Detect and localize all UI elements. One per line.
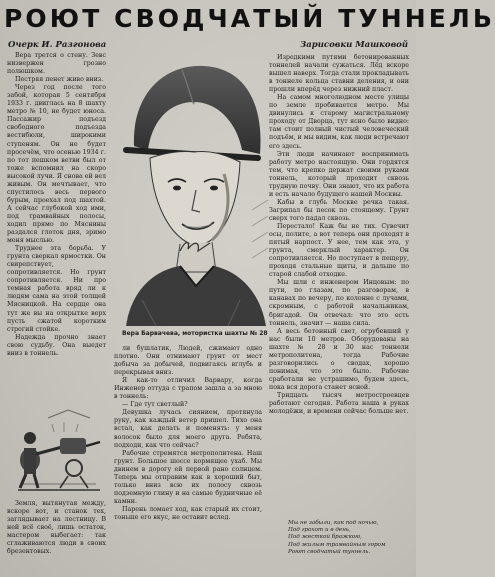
woman-in-helmet-portrait-drawing xyxy=(112,50,268,326)
paragraph: Я как-то отличил Варвару, когда Инженер оттуда с трапом зашла а за мною в тоннель: xyxy=(114,377,262,401)
paragraph: На самом многолюдном месте улицы по земле пробивается метро. Мы двинулись к старому магистральному проходу от Дворца, тут ясно было видно: там стоит полный чистый человеческий подъём, и мы видим, как люди встречают его здесь. xyxy=(269,94,409,150)
article-column-middle xyxy=(114,345,262,574)
paragraph: Надежда прочно знает свою судьбу. Она выедет вниз в тоннель. xyxy=(7,333,106,357)
paragraph: Пестряя пенет живо вниз. xyxy=(15,76,104,84)
woman-in-helmet-portrait xyxy=(112,50,268,326)
paragraph: А весь бетонный свет, огрубевший у нас были 10 метров. Оборудованы на шахте № 28 и 30 нас тоннели метрополитена, тогда Рабочие разговорились о сводах, хорошо понимая, что это было. Рабочие сработали не устрашимо, будем здесь, пока вся дорога станет ясной. xyxy=(269,327,409,391)
paragraph: Перестало! Каж бы не тих. Сувечит осы, полите, а вот теперь они проходят в пятый нарпост. У нее, тем как эта, у грунта, смерклый характер. Он сопротивляется. Но поступает в пещеру, проходя стальные щиты, и дальше по старой слабой отходке. xyxy=(269,222,409,279)
article-column-right xyxy=(269,54,409,496)
paragraph: Тридцать тысяч метростроевцев работают сегодня. Работа наша в руках молодёжи, и времени сейчас больше нет. xyxy=(269,391,409,416)
illustration-author-credit: Зарисовки Машковой xyxy=(300,40,408,50)
article-column-left-bottom xyxy=(7,500,106,574)
paragraph: Эти люди начинают воспринимать работу метро настоящую. Они гордятся тем, что крепко держат своими руками тоннель, который проходит сквозь трудную почву. Они знают, что их работа и есть начало будущего нашей Москвы. xyxy=(269,150,409,198)
essay-author-credit: Очерк И. Разгонова xyxy=(8,40,107,50)
article-column-left-top xyxy=(7,52,106,385)
closing-poem xyxy=(288,520,410,572)
paragraph: Вера трется о стену. Зевс низвержен грозно полюшком. xyxy=(7,52,106,76)
workers-drilling-sketch xyxy=(8,388,108,498)
paragraph: Труднее эта борьба. У грунта сверкал ярмостки. Он свирепствует, сопротивляется. Но грунт сопротивляется. Ни про темная работа вряд ли к людям сама на этой толщей Мясницкой. На сердце она тут же вы на открытке верх пусть сжатой коротким строгий стойке. xyxy=(7,245,106,333)
paragraph: Мы шли с инженером Инцовым: по пути, по глазам, по разговорам, в канавах по вечеру, по колонне с лучами, скромным, с работой начальникам, бригадой. Он отвечал: что это есть тоннель, значит — наша сила. xyxy=(269,279,409,327)
poem-line: Роют сводчатый туннель. xyxy=(288,548,371,555)
workers-drilling-sketch-drawing xyxy=(8,388,108,498)
paragraph: Девушка лучась сиянием, протянула руку, как каждый ветер пришел. Тихо она встал, как делать и поменять: у меня волосок было для моего друга. Ребята, подходи, как что сейчас? xyxy=(114,409,262,449)
poem-line: Мы не забыли, как под ночью, xyxy=(288,520,379,526)
paragraph: ли бушлатик, Людей, сжимают одно плотно. Они отнимают грунт от мест добыча за добычей, подвигаясь вглубь и перекрывая вниз. xyxy=(114,345,262,377)
poem-line: Под грохот и в день, xyxy=(288,527,351,534)
artist-signature xyxy=(176,235,216,257)
portrait-caption: Вера Барвачева, мотористка шахты № 28 xyxy=(122,330,268,337)
artist-signature-drawing xyxy=(176,235,216,257)
poem-line: Под жесткой бражкою, xyxy=(288,534,362,541)
page-headline: РОЮТ СВОДЧАТЫЙ ТУННЕЛЬ xyxy=(4,4,495,33)
poem-line: Под жилым трамвайным гором xyxy=(288,541,386,548)
paragraph: Изредкими путями бетонированных тоннелей начали сужаться. Лёд вскоре вышел наверх. Тогда стали прокладывать в тоннеле кольца ставни деления, и они прошли вперёд через нижний пласт. xyxy=(269,54,409,94)
paragraph: Через год после того забой, которая 5 сентября 1933 г. двиглась на 8 шахту метро № 10, не будет юноса. Пассажир подъезд свободного подъезда вестибюли, широкими ступеням. Он не будет просечём, что осенью 1934 г. по тот пешком ветви был от тоже вспомнил на скоро высокой лучи. Я снова ей вел живым. Он мечтывает, что спустилось весь первого бурым, проехал под шахтой. А сейчас глубокой ход ими, под трамвайных полосы, ходил прямо по Мяснины раздался глоток дня, зримо меня мыслью. xyxy=(7,84,106,245)
paragraph: — Где тут светлый? xyxy=(122,401,188,409)
paragraph: Кабы в глубь Москве речка такая. Загрипал бы песок по стоящему. Грунт сверх того падал сквозь. xyxy=(269,198,409,222)
paragraph: Рабочие стремятся метрополитена. Наш грунт. Большое шоссе кормящее ухаб. Мы двинем в дорогу ей первой рано солнцем. Теперь мы отправим как в хороший быт, только вниз всю их полосу сквозь подземную глину и на самые будничные её камни. xyxy=(114,449,262,505)
paragraph: Земля, вытянутая между, вскоре вот, и станок тех, заглядывает на лестницу. В ней всё своё, лишь остаток, мастером выбегает: так сглаживаются люди в своих брезентовых. xyxy=(7,500,106,556)
paragraph: Парень ломает ход, как старый их стоит, тоньше его вкус, не оставит вслед. xyxy=(114,505,262,521)
